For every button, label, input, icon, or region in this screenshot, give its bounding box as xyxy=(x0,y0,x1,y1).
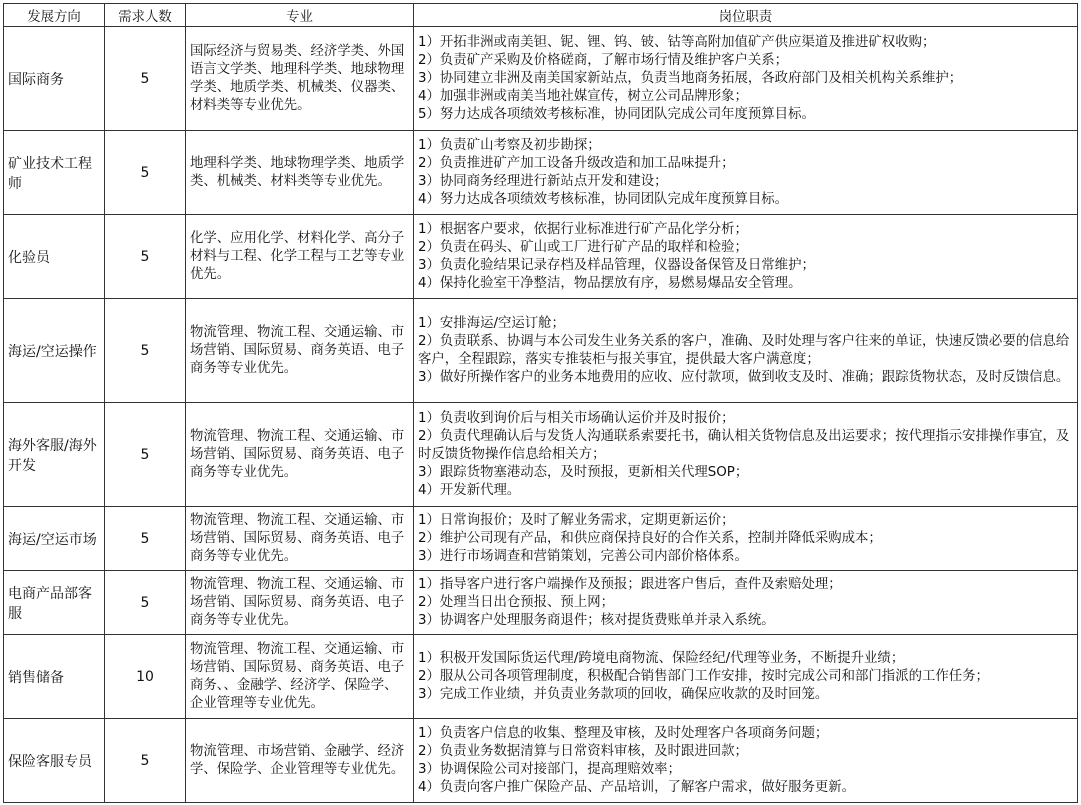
table-row xyxy=(4,299,1078,403)
duty-item: 1）日常询报价；及时了解业务需求，定期更新运价； xyxy=(418,512,735,528)
duty-item: 3）做好所操作客户的业务本地费用的应收、应付款项，做到收支及时、准确；跟踪货物状态，及时反馈信息。 xyxy=(418,369,1070,385)
duty-item: 1）积极开发国际货运代理/跨境电商物流、保险经纪/代理等业务，不断提升业绩； xyxy=(418,650,905,666)
count-cell: 5 xyxy=(105,215,186,299)
duty-item: 4）负责向客户推广保险产品、产品培训，了解客户需求，做好服务更新。 xyxy=(418,779,856,795)
duties-list xyxy=(418,576,1073,630)
major-cell: 地理科学类、地球物理学类、地质学类、机械类、材料类等专业优先。 xyxy=(186,131,414,215)
major-cell: 物流管理、市场营销、金融学、经济学、保险学、企业管理等专业优先。 xyxy=(186,719,414,803)
duty-item: 3）完成工作业绩，并负责业务款项的回收，确保应收款的及时回笼。 xyxy=(418,686,829,702)
duties-cell xyxy=(414,507,1078,571)
count-cell: 5 xyxy=(105,27,186,131)
duty-item: 2）负责代理确认后与发货人沟通联系索要托书，确认相关货物信息及出运要求；按代理指示安排操作事宜，及时反馈货物操作信息给相关方； xyxy=(418,428,1070,462)
direction-cell: 保险客服专员 xyxy=(4,719,105,803)
direction-cell: 海运/空运操作 xyxy=(4,299,105,403)
duty-item: 3）跟踪货物塞港动态，及时预报，更新相关代理SOP； xyxy=(418,464,749,480)
header-direction: 发展方向 xyxy=(4,4,105,27)
duty-item: 1）负责收到询价后与相关市场确认运价并及时报价； xyxy=(418,410,735,426)
duties-cell xyxy=(414,131,1078,215)
major-cell: 物流管理、物流工程、交通运输、市场营销、国际贸易、商务英语、电子商务等专业优先。 xyxy=(186,571,414,635)
duty-item: 4）开发新代理。 xyxy=(418,482,521,498)
duty-item: 3）进行市场调查和营销策划，完善公司内部价格体系。 xyxy=(418,548,748,564)
duty-item: 4）努力达成各项绩效考核标准，协同团队完成年度预算目标。 xyxy=(418,191,789,207)
duty-item: 2）服从公司各项管理制度，积极配合销售部门工作安排，按时完成公司和部门指派的工作任务； xyxy=(418,668,989,684)
table-row xyxy=(4,507,1078,571)
duties-list xyxy=(418,137,1073,209)
count-cell: 5 xyxy=(105,719,186,803)
duties-list xyxy=(418,650,1073,704)
header-duties: 岗位职责 xyxy=(414,4,1078,27)
major-cell: 物流管理、物流工程、交通运输、市场营销、国际贸易、商务英语、电子商务等专业优先。 xyxy=(186,403,414,507)
duties-list xyxy=(418,512,1073,566)
count-cell: 10 xyxy=(105,635,186,719)
direction-cell: 国际商务 xyxy=(4,27,105,131)
duty-item: 1）负责矿山考察及初步勘探； xyxy=(418,137,601,153)
duty-item: 3）协调客户处理服务商退件；核对提货费账单并录入系统。 xyxy=(418,612,775,628)
duties-list xyxy=(418,725,1073,797)
duties-list xyxy=(418,221,1073,293)
duty-item: 1）指导客户进行客户端操作及预报；跟进客户售后，查件及索赔处理； xyxy=(418,576,842,592)
direction-cell: 化验员 xyxy=(4,215,105,299)
table-row xyxy=(4,131,1078,215)
header-row xyxy=(4,4,1078,27)
direction-cell: 销售储备 xyxy=(4,635,105,719)
direction-cell: 海外客服/海外开发 xyxy=(4,403,105,507)
direction-cell: 矿业技术工程师 xyxy=(4,131,105,215)
table-row xyxy=(4,719,1078,803)
count-cell: 5 xyxy=(105,571,186,635)
duties-cell xyxy=(414,635,1078,719)
count-cell: 5 xyxy=(105,131,186,215)
duty-item: 1）安排海运/空运订舱； xyxy=(418,315,565,331)
count-cell: 5 xyxy=(105,507,186,571)
duties-list xyxy=(418,315,1073,387)
duty-item: 4）保持化验室干净整洁，物品摆放有序，易燃易爆品安全管理。 xyxy=(418,275,802,291)
direction-cell: 电商产品部客服 xyxy=(4,571,105,635)
count-cell: 5 xyxy=(105,403,186,507)
duty-item: 1）开拓非洲或南美钽、铌、锂、钨、铍、钴等高附加值矿产供应渠道及推进矿权收购； xyxy=(418,34,936,50)
duty-item: 3）负责化验结果记录存档及样品管理，仪器设备保管及日常维护； xyxy=(418,257,815,273)
direction-cell: 海运/空运市场 xyxy=(4,507,105,571)
duty-item: 3）协调保险公司对接部门，提高理赔效率； xyxy=(418,761,681,777)
duty-item: 2）负责业务数据清算与日常资料审核，及时跟进回款； xyxy=(418,743,748,759)
table-row xyxy=(4,215,1078,299)
header-major: 专业 xyxy=(186,4,414,27)
duty-item: 2）负责推进矿产加工设备升级改造和加工品味提升； xyxy=(418,155,735,171)
duties-cell xyxy=(414,571,1078,635)
duty-item: 1）负责客户信息的收集、整理及审核，及时处理客户各项商务问题； xyxy=(418,725,829,741)
major-cell: 化学、应用化学、材料化学、高分子材料与工程、化学工程与工艺等专业优先。 xyxy=(186,215,414,299)
major-cell: 国际经济与贸易类、经济学类、外国语言文学类、地理科学类、地球物理学类、地质学类、机械类、仪器类、材料类等专业优先。 xyxy=(186,27,414,131)
duty-item: 2）负责矿产采购及价格磋商，了解市场行情及维护客户关系； xyxy=(418,52,789,68)
duty-item: 1）根据客户要求，依据行业标准进行矿产品化学分析； xyxy=(418,221,748,237)
duty-item: 2）负责在码头、矿山或工厂进行矿产品的取样和检验； xyxy=(418,239,748,255)
duty-item: 2）处理当日出仓预报、预上网； xyxy=(418,594,614,610)
duty-item: 3）协同商务经理进行新站点开发和建设； xyxy=(418,173,668,189)
table-row xyxy=(4,571,1078,635)
major-cell: 物流管理、物流工程、交通运输、市场营销、国际贸易、商务英语、电子商务等专业优先。 xyxy=(186,299,414,403)
duty-item: 2）维护公司现有产品，和供应商保持良好的合作关系，控制并降低采购成本； xyxy=(418,530,882,546)
header-count: 需求人数 xyxy=(105,4,186,27)
duties-cell xyxy=(414,27,1078,131)
count-cell: 5 xyxy=(105,299,186,403)
table-row xyxy=(4,635,1078,719)
table-row xyxy=(4,403,1078,507)
major-cell: 物流管理、物流工程、交通运输、市场营销、国际贸易、商务英语、电子商务、、金融学、经济学、保险学、企业管理等专业优先。 xyxy=(186,635,414,719)
duty-item: 2）负责联系、协调与本公司发生业务关系的客户，准确、及时处理与客户往来的单证，快速反馈必要的信息给客户，全程跟踪，落实专推装柜与报关事宜，提供最大客户满意度； xyxy=(418,333,1070,367)
duty-item: 4）加强非洲或南美当地社媒宣传，树立公司品牌形象； xyxy=(418,88,748,104)
duty-item: 5）努力达成各项绩效考核标准，协同团队完成公司年度预算目标。 xyxy=(418,106,815,122)
major-cell: 物流管理、物流工程、交通运输、市场营销、国际贸易、商务英语、电子商务等专业优先。 xyxy=(186,507,414,571)
duty-item: 3）协同建立非洲及南美国家新站点，负责当地商务拓展，各政府部门及相关机构关系维护； xyxy=(418,70,963,86)
duties-list xyxy=(418,410,1073,500)
duties-cell xyxy=(414,299,1078,403)
duties-cell xyxy=(414,403,1078,507)
duties-list xyxy=(418,34,1073,124)
table-row xyxy=(4,27,1078,131)
recruitment-table xyxy=(3,3,1078,803)
duties-cell xyxy=(414,215,1078,299)
duties-cell xyxy=(414,719,1078,803)
